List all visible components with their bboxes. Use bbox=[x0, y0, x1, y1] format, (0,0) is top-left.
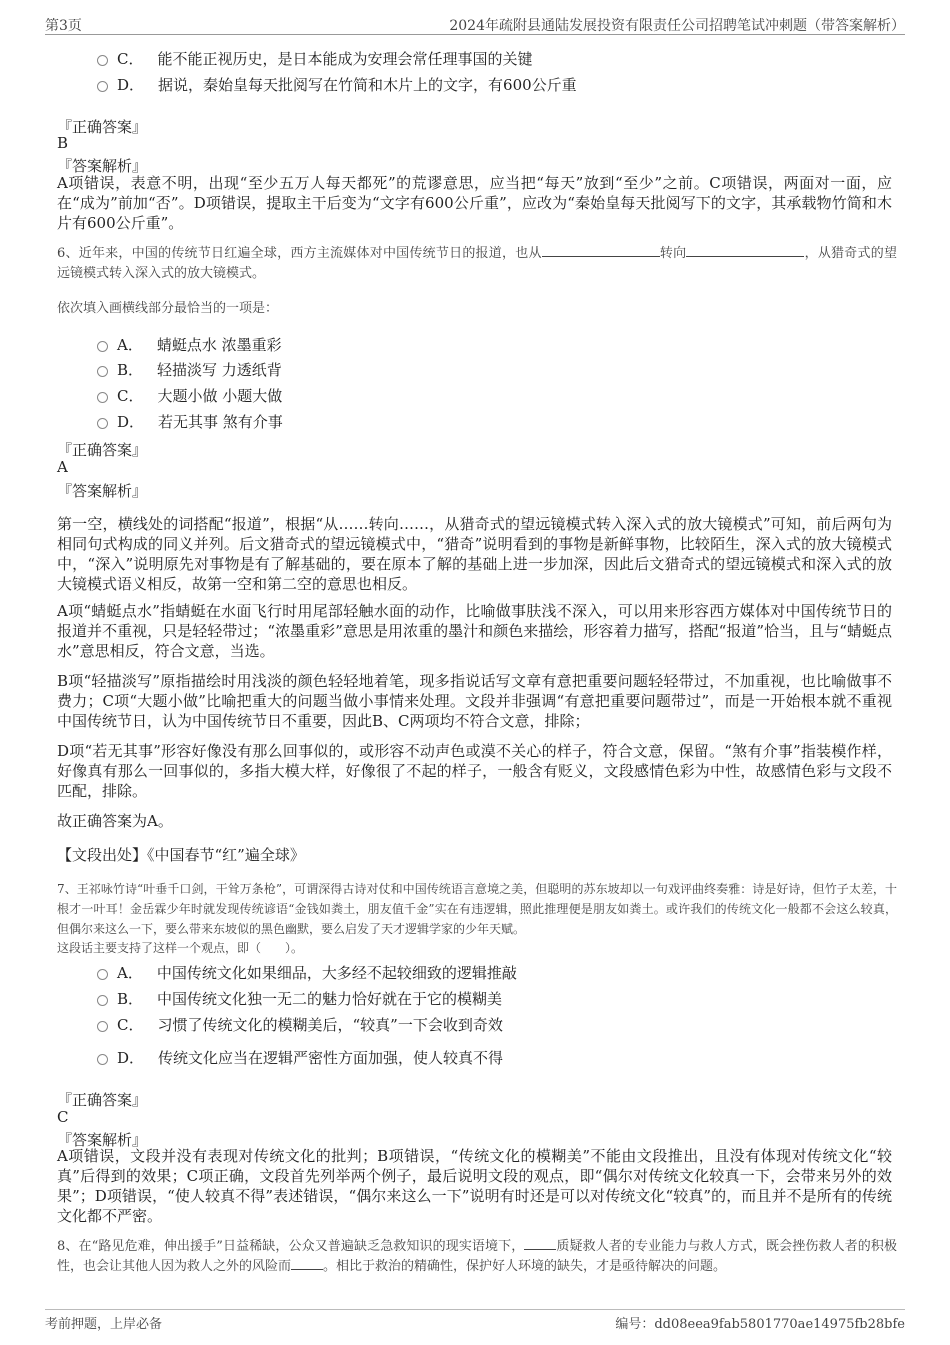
answer-value: C bbox=[57, 1108, 69, 1126]
q5-option-d[interactable] bbox=[97, 74, 577, 95]
option-text: 据说，秦始皇每天批阅写在竹简和木片上的文字，有600公斤重 bbox=[158, 76, 577, 94]
option-text: 轻描淡写 力透纸背 bbox=[157, 361, 282, 379]
q6-option-b[interactable] bbox=[97, 359, 282, 380]
page-number: 第3页 bbox=[45, 18, 82, 34]
question-7-prompt: 这段话主要支持了这样一个观点，即（ ）。 bbox=[57, 941, 304, 955]
option-text: 蜻蜓点水 浓墨重彩 bbox=[156, 336, 282, 354]
question-8-stem: 8、在“路见危难，伸出援手”日益稀缺，公众又普遍缺乏急救知识的现实语境下， 质疑救人者的专业能力与救人方式，既会挫伤救人者的积极性，也会让其他人因为救人之外的风险而 。相比于救治的精确性，保护好人环境的缺失，才是亟待解决的问题。 bbox=[57, 1239, 897, 1274]
source-citation: 【文段出处】《中国春节“红”遍全球》 bbox=[57, 846, 305, 864]
q7-option-a[interactable] bbox=[97, 962, 517, 983]
radio-icon[interactable] bbox=[97, 392, 108, 403]
blank-1 bbox=[524, 1237, 556, 1250]
header-divider bbox=[45, 34, 905, 35]
option-letter: A． bbox=[117, 336, 143, 354]
answer-label: 『正确答案』 bbox=[57, 441, 148, 459]
analysis-conclusion: 故正确答案为A。 bbox=[57, 812, 173, 830]
radio-icon[interactable] bbox=[97, 1021, 108, 1032]
analysis-text: A项错误，文段并没有表现对传统文化的批判；B项错误，“传统文化的模糊美”不能由文段推出，且没有体现对传统文化“较真”后得到的效果；C项正确，文段首先列举两个例子，最后说明文段的观点，即“偶尔对传统文化较真一下，会带来另外的效果”；D项错误，“使人较真不得”表述错误，“偶尔来这么一下”说明有时还是可以对传统文化“较真”的，而且并不是所有的传统文化都不严密。 bbox=[57, 1147, 892, 1225]
option-letter: D． bbox=[117, 413, 145, 431]
radio-icon[interactable] bbox=[97, 366, 108, 377]
analysis-paragraph: B项“轻描淡写”原指描绘时用浅淡的颜色轻轻地着笔，现多指说话写文章有意把重要问题轻轻带过，不加重视，也比喻做事不费力；C项“大题小做”比喻把重大的问题当做小事情来处理。文段并非强调“有意把重要问题带过”，而是一开始根本就不重视中国传统节日，认为中国传统节日不重要，因此B、C两项均不符合文意，排除； bbox=[57, 672, 892, 730]
q7-option-c[interactable] bbox=[97, 1014, 503, 1035]
q6-option-d[interactable] bbox=[97, 411, 283, 432]
analysis-label: 『答案解析』 bbox=[57, 157, 148, 175]
option-text: 习惯了传统文化的模糊美后，“较真”一下会收到奇效 bbox=[157, 1016, 503, 1034]
option-text: 若无其事 煞有介事 bbox=[158, 413, 283, 431]
option-text: 中国传统文化独一无二的魅力恰好就在于它的模糊美 bbox=[157, 990, 503, 1008]
radio-icon[interactable] bbox=[97, 1054, 108, 1065]
blank-2 bbox=[686, 244, 804, 257]
radio-icon[interactable] bbox=[97, 418, 108, 429]
question-6-stem: 6、近年来，中国的传统节日红遍全球，西方主流媒体对中国传统节日的报道，也从 转向 ，从猎奇式的望远镜模式转入深入式的放大镜模式。 bbox=[57, 246, 897, 281]
question-7-stem: 7、王祁咏竹诗“叶垂千口剑，干耸万条枪”，可谓深得古诗对仗和中国传统语言意境之美，但聪明的苏东坡却以一句戏评曲终奏雅：诗是好诗，但竹子太差，十根才一叶耳！金岳霖少年时就发现传统谚语“金钱如粪土，朋友值千金”实在有违逻辑，照此推理便是朋友如粪土。或许我们的传统文化一般都不会这么较真，但偶尔来这么一下，要么带来东坡似的黑色幽默，要么启发了天才逻辑学家的少年天赋。 bbox=[57, 882, 897, 936]
answer-value: B bbox=[57, 134, 69, 152]
option-text: 能不能正视历史，是日本能成为安理会常任理事国的关键 bbox=[157, 50, 533, 68]
q6-option-a[interactable] bbox=[97, 334, 282, 355]
answer-label: 『正确答案』 bbox=[57, 118, 148, 136]
radio-icon[interactable] bbox=[97, 995, 108, 1006]
option-text: 中国传统文化如果细品，大多经不起较细致的逻辑推敲 bbox=[156, 964, 517, 982]
footer-divider bbox=[45, 1309, 905, 1310]
analysis-label: 『答案解析』 bbox=[57, 482, 148, 500]
analysis-text: A项错误，表意不明，出现“至少五万人每天都死”的荒谬意思，应当把“每天”放到“至少”之前。C项错误，两面对一面，应在“成为”前加“否”。D项错误，提取主干后变为“文字有600公斤重”，应改为“秦始皇每天批阅写下的文字，其承载物竹简和木片有600公斤重”。 bbox=[57, 174, 892, 232]
answer-value: A bbox=[57, 458, 68, 476]
option-letter: A． bbox=[117, 964, 143, 982]
radio-icon[interactable] bbox=[97, 341, 108, 352]
option-letter: C． bbox=[117, 1016, 144, 1034]
analysis-paragraph: A项“蜻蜓点水”指蜻蜓在水面飞行时用尾部轻触水面的动作，比喻做事肤浅不深入，可以用来形容西方媒体对中国传统节日的报道并不重视，只是轻轻带过；“浓墨重彩”意思是用浓重的墨汁和颜色来描绘，形容着力描写，搭配“报道”恰当，且与“蜻蜓点水”意思相反，符合文意，当选。 bbox=[57, 602, 892, 660]
option-letter: D． bbox=[117, 76, 145, 94]
analysis-paragraph: D项“若无其事”形容好像没有那么回事似的，或形容不动声色或漠不关心的样子，符合文意，保留。“煞有介事”指装模作样，好像真有那么一回事似的，多指大模大样，好像很了不起的样子，一般含有贬义，文段感情色彩为中性，故感情色彩与文段不匹配，排除。 bbox=[57, 742, 892, 800]
q6-option-c[interactable] bbox=[97, 385, 282, 406]
option-letter: D． bbox=[117, 1049, 145, 1067]
analysis-label: 『答案解析』 bbox=[57, 1131, 148, 1149]
analysis-paragraph: 第一空，横线处的词搭配“报道”，根据“从……转向……，从猎奇式的望远镜模式转入深入式的放大镜模式”可知，前后两句为相同句式构成的同义并列。后文猎奇式的望远镜模式中，“猎奇”说明看到的事物是新鲜事物，比较陌生，深入式的放大镜模式中，“深入”说明原先对事物是有了解基础的，要在原本了解的基础上进一步加深，因此后文猎奇式的望远镜模式和深入式的放大镜模式语义相反，故第一空和第二空的意思也相反。 bbox=[57, 515, 892, 593]
document-title: 2024年疏附县通陆发展投资有限责任公司招聘笔试冲刺题（带答案解析） bbox=[449, 18, 905, 34]
radio-icon[interactable] bbox=[97, 969, 108, 980]
document-id: 编号：dd08eea9fab5801770ae14975fb28bfe bbox=[615, 1317, 905, 1332]
option-letter: C． bbox=[117, 387, 144, 405]
q5-option-c[interactable] bbox=[97, 48, 533, 69]
q7-option-d[interactable] bbox=[97, 1047, 503, 1068]
blank-2 bbox=[291, 1257, 323, 1270]
question-6-prompt: 依次填入画横线部分最恰当的一项是： bbox=[57, 301, 279, 316]
blank-1 bbox=[542, 244, 660, 257]
radio-icon[interactable] bbox=[97, 81, 108, 92]
q7-option-b[interactable] bbox=[97, 988, 502, 1009]
option-letter: B． bbox=[117, 361, 144, 379]
answer-label: 『正确答案』 bbox=[57, 1091, 148, 1109]
radio-icon[interactable] bbox=[97, 55, 108, 66]
option-letter: C． bbox=[117, 50, 144, 68]
option-text: 传统文化应当在逻辑严密性方面加强，使人较真不得 bbox=[158, 1049, 504, 1067]
option-text: 大题小做 小题大做 bbox=[157, 387, 283, 405]
option-letter: B． bbox=[117, 990, 144, 1008]
footer-slogan: 考前押题，上岸必备 bbox=[45, 1317, 163, 1332]
